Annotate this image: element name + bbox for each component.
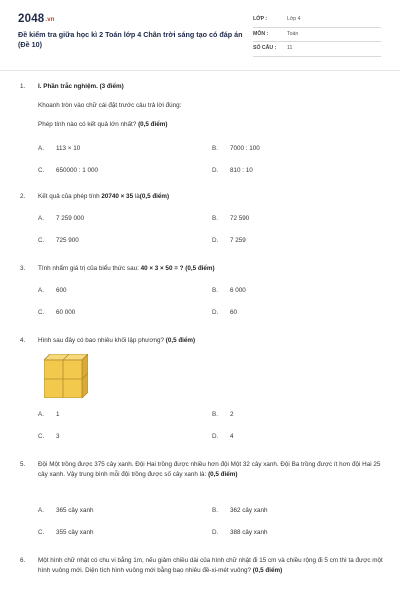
site-logo[interactable] (18, 13, 55, 25)
question-number: 2. (20, 193, 26, 200)
option-c[interactable]: C. 60 000 (38, 309, 76, 316)
question-text: Một hình chữ nhật có chu vi bằng 1m, nếu giảm chiều dài của hình chữ nhật đi 15 cm và chiều rộng đi 5 cm thì ta được một hình vuông mới. Diện tích hình vuông mới bằng bao nhiêu đề-xi-mét vuông? (0,5 điểm) (38, 557, 383, 574)
meta-table (253, 13, 381, 57)
option-d[interactable]: D. 4 (212, 433, 234, 440)
page-header (0, 0, 400, 64)
option-d[interactable]: D. 60 (212, 309, 238, 316)
option-a[interactable]: A. 7 259 000 (38, 215, 85, 222)
option-d[interactable]: D. 388 cây xanh (212, 529, 268, 536)
meta-label: MÔN : (253, 30, 269, 37)
meta-row-subject (253, 28, 381, 43)
option-b[interactable]: B. 362 cây xanh (212, 507, 268, 514)
meta-label: SỐ CÂU : (253, 45, 277, 51)
section-title: I. Phần trắc nghiệm. (3 điểm) (38, 83, 124, 90)
option-a[interactable]: A. 113 × 10 (38, 145, 81, 152)
meta-row-class (253, 13, 381, 28)
option-c[interactable]: C. 3 (38, 433, 60, 440)
option-a[interactable]: A. 600 (38, 287, 67, 294)
question-number: 4. (20, 337, 26, 344)
meta-value: Lớp 4 (287, 16, 301, 22)
meta-value: 11 (287, 45, 293, 51)
logo-text: 2048 (18, 13, 45, 25)
question-number: 5. (20, 461, 26, 468)
option-b[interactable]: B. 72 590 (212, 215, 250, 222)
document-title: Đề kiểm tra giữa học kì 2 Toán lớp 4 Chân trời sáng tạo có đáp án (Đề 10) (18, 30, 243, 49)
option-a[interactable]: A. 1 (38, 411, 60, 418)
option-c[interactable]: C. 725 900 (38, 237, 79, 244)
question-text: Đội Một trồng được 375 cây xanh. Đội Hai trồng được nhiều hơn đội Một 32 cây xanh. Đội Ba trồng được ít hơn đội Hai 25 cây xanh. Vậy trung bình mỗi đội trồng được số cây xanh là: (0,5 điểm) (38, 461, 381, 478)
option-c[interactable]: C. 355 cây xanh (38, 529, 94, 536)
logo-suffix: .vn (45, 17, 55, 23)
option-d[interactable]: D. 7 259 (212, 237, 246, 244)
cube-figure (44, 354, 88, 398)
question-number: 1. (20, 83, 26, 90)
option-b[interactable]: B. 6 000 (212, 287, 246, 294)
question-text: Phép tính nào có kết quả lớn nhất? (0,5 điểm) (38, 121, 168, 128)
meta-label: LỚP : (253, 16, 268, 22)
question-text: Hình sau đây có bao nhiêu khối lập phương? (0,5 điểm) (38, 337, 196, 344)
question-text: Tính nhẩm giá trị của biểu thức sau: 40 × 3 × 50 = ? (0,5 điểm) (38, 265, 215, 272)
question-number: 3. (20, 265, 26, 272)
header-divider (0, 70, 400, 71)
option-c[interactable]: C. 650000 : 1 000 (38, 167, 99, 174)
question-text: Kết quả của phép tính 20740 × 35 là(0,5 điểm) (38, 193, 170, 200)
meta-value: Toán (287, 30, 299, 37)
option-d[interactable]: D. 810 : 10 (212, 167, 253, 174)
option-a[interactable]: A. 365 cây xanh (38, 507, 94, 514)
instruction-text: Khoanh tròn vào chữ cái đặt trước câu trả lời đúng: (38, 102, 182, 109)
option-b[interactable]: B. 7000 : 100 (212, 145, 260, 152)
question-number: 6. (20, 557, 26, 564)
meta-row-count (253, 42, 381, 57)
option-b[interactable]: B. 2 (212, 411, 234, 418)
